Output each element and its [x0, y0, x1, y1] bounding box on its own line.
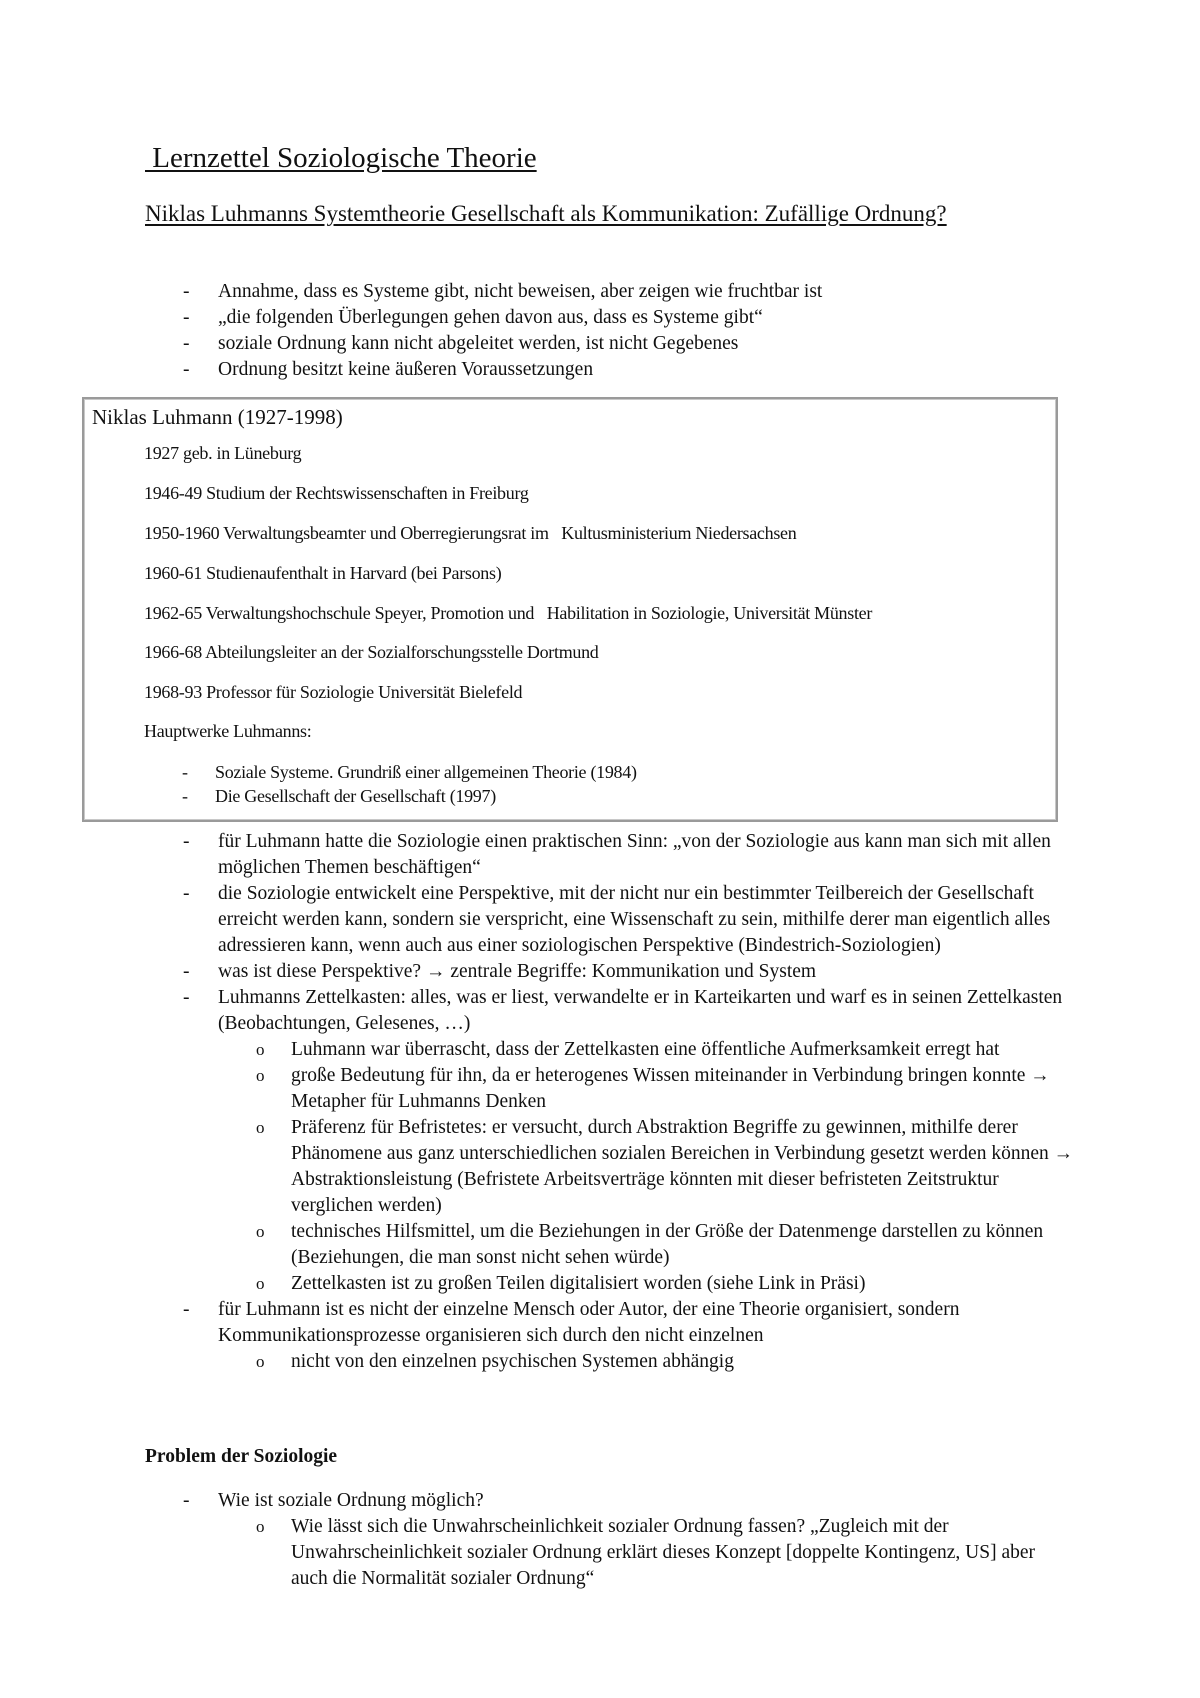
list-item	[145, 279, 1075, 305]
section-heading-systemtheorie: Niklas Luhmanns Systemtheorie Gesellschaft als Kommunikation: Zufällige Ordnung?	[145, 201, 947, 226]
list-item-text: Die Gesellschaft der Gesellschaft (1997)	[215, 786, 496, 806]
biography-works-label: Hauptwerke Luhmanns:	[144, 721, 312, 741]
bullet-marker: -	[183, 1299, 190, 1320]
list-item-text: Ordnung besitzt keine äußeren Voraussetzungen	[218, 359, 594, 380]
sub-list-item-text: große Bedeutung für ihn, da er heterogenes Wissen miteinander in Verbindung bringen konnte → Metapher für Luhmanns Denken	[291, 1065, 1050, 1112]
list-item	[145, 881, 1075, 959]
sub-list-item-text: Präferenz für Befristetes: er versucht, durch Abstraktion Begriffe zu gewinnen, mithilfe derer Phänomene aus ganz unterschiedlichen sozialen Bereichen in Verbindung gesetzt werden können → Abstraktionsleistung (Befristete Arbeitsverträge könnten mit dieser befristeten Zeitstruktur verglichen werden)	[291, 1117, 1074, 1216]
list-item	[145, 959, 1075, 985]
sub-bullet-marker: o	[256, 1066, 265, 1085]
sub-list-item	[218, 1349, 1075, 1375]
sub-list-item	[218, 1271, 1075, 1297]
problem-bullet-list	[145, 1488, 1075, 1592]
list-item	[145, 829, 1075, 881]
bullet-marker: -	[183, 961, 190, 982]
list-item	[145, 985, 1075, 1297]
sub-list-item-text: Zettelkasten ist zu großen Teilen digitalisiert worden (siehe Link in Präsi)	[291, 1273, 866, 1294]
sub-list-item	[218, 1115, 1075, 1219]
bullet-marker: -	[182, 762, 188, 782]
main-bullet-list	[145, 829, 1075, 1375]
sub-bullet-marker: o	[256, 1517, 265, 1536]
list-item	[145, 305, 1075, 331]
sub-bullet-marker: o	[256, 1274, 265, 1293]
sub-list-item	[218, 1219, 1075, 1271]
bullet-marker: -	[182, 786, 188, 806]
list-item-text: Soziale Systeme. Grundriß einer allgemeinen Theorie (1984)	[215, 762, 637, 782]
works-list	[144, 760, 1024, 808]
sub-list-item	[218, 1063, 1075, 1115]
document-title: Lernzettel Soziologische Theorie	[145, 142, 537, 174]
sub-bullet-list	[218, 1037, 1075, 1297]
biography-entry: 1960-61 Studienaufenthalt in Harvard (bei Parsons)	[144, 563, 502, 583]
biography-entry: 1946-49 Studium der Rechtswissenschaften in Freiburg	[144, 483, 529, 503]
sub-bullet-marker: o	[256, 1352, 265, 1371]
sub-bullet-marker: o	[256, 1222, 265, 1241]
sub-list-item-text: Wie lässt sich die Unwahrscheinlichkeit sozialer Ordnung fassen? „Zugleich mit der Unwahrscheinlichkeit sozialer Ordnung erklärt dieses Konzept [doppelte Kontingenz, US] aber auch die Normalität sozialer Ordnung“	[291, 1516, 1036, 1589]
bullet-marker: -	[183, 987, 190, 1008]
list-item-text: für Luhmann hatte die Soziologie einen praktischen Sinn: „von der Soziologie aus kann man sich mit allen möglichen Themen beschäftigen“	[218, 831, 1051, 878]
list-item-text: Wie ist soziale Ordnung möglich?	[218, 1490, 484, 1511]
sub-list-item-text: technisches Hilfsmittel, um die Beziehungen in der Größe der Datenmenge darstellen zu können (Beziehungen, die man sonst nicht sehen würde)	[291, 1221, 1044, 1268]
list-item-text: die Soziologie entwickelt eine Perspektive, mit der nicht nur ein bestimmter Teilbereich der Gesellschaft erreicht werden kann, sondern sie verspricht, eine Wissenschaft zu sein, mithilfe derer man eigentlich alles adressieren kann, wenn auch aus einer soziologischen Perspektive (Bindestrich-Soziologien)	[218, 883, 1051, 956]
biography-entry: 1962-65 Verwaltungshochschule Speyer, Promotion und Habilitation in Soziologie, Universität Münster	[144, 603, 873, 623]
bullet-marker: -	[183, 307, 190, 328]
biography-box	[82, 397, 1058, 822]
biography-entry: 1966-68 Abteilungsleiter an der Sozialforschungsstelle Dortmund	[144, 642, 599, 662]
list-item	[145, 331, 1075, 357]
sub-list-item-text: Luhmann war überrascht, dass der Zettelkasten eine öffentliche Aufmerksamkeit erregt hat	[291, 1039, 1000, 1060]
list-item-text: für Luhmann ist es nicht der einzelne Mensch oder Autor, der eine Theorie organisiert, sondern Kommunikationsprozesse organisieren sich durch den nicht einzelnen	[218, 1299, 960, 1346]
biography-entry: 1927 geb. in Lüneburg	[144, 443, 302, 463]
sub-list-item	[218, 1037, 1075, 1063]
list-item-text: was ist diese Perspektive? → zentrale Begriffe: Kommunikation und System	[218, 961, 817, 982]
list-item-text: „die folgenden Überlegungen gehen davon aus, dass es Systeme gibt“	[218, 307, 763, 328]
section-heading-problem: Problem der Soziologie	[145, 1446, 338, 1467]
sub-list-item-text: nicht von den einzelnen psychischen Systemen abhängig	[291, 1351, 734, 1372]
list-item	[145, 357, 1075, 383]
bullet-marker: -	[183, 359, 190, 380]
intro-bullet-list	[145, 279, 1075, 383]
list-item-text: Luhmanns Zettelkasten: alles, was er liest, verwandelte er in Karteikarten und warf es in seinen Zettelkasten (Beobachtungen, Gelesenes, …)	[218, 987, 1063, 1034]
bullet-marker: -	[183, 883, 190, 904]
sub-bullet-list	[218, 1349, 1075, 1375]
list-item	[144, 760, 1024, 784]
sub-bullet-marker: o	[256, 1118, 265, 1137]
sub-bullet-marker: o	[256, 1040, 265, 1059]
list-item-text: soziale Ordnung kann nicht abgeleitet werden, ist nicht Gegebenes	[218, 333, 739, 354]
list-item	[145, 1488, 1075, 1592]
bullet-marker: -	[183, 333, 190, 354]
biography-entry: 1950-1960 Verwaltungsbeamter und Oberregierungsrat im Kultusministerium Niedersachsen	[144, 523, 797, 543]
list-item-text: Annahme, dass es Systeme gibt, nicht beweisen, aber zeigen wie fruchtbar ist	[218, 281, 823, 302]
biography-title: Niklas Luhmann (1927-1998)	[92, 405, 343, 429]
biography-entry: 1968-93 Professor für Soziologie Universität Bielefeld	[144, 682, 523, 702]
bullet-marker: -	[183, 281, 190, 302]
bullet-marker: -	[183, 831, 190, 852]
sub-list-item	[218, 1514, 1075, 1592]
bullet-marker: -	[183, 1490, 190, 1511]
list-item	[144, 784, 1024, 808]
sub-bullet-list	[218, 1514, 1075, 1592]
list-item	[145, 1297, 1075, 1375]
